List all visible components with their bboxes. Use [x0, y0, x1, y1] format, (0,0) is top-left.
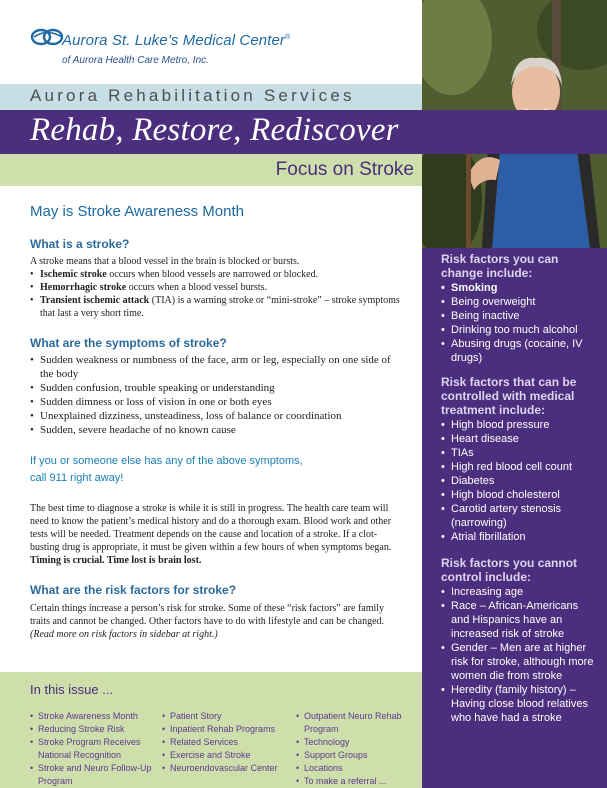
sidebar-cannot-list	[441, 585, 599, 725]
list-item: • Atrial fibrillation	[441, 530, 599, 544]
issue-link[interactable]: • Stroke Awareness Month	[30, 710, 162, 723]
list-item: • Increasing age	[441, 585, 599, 599]
issue-link[interactable]: • Locations	[296, 762, 406, 775]
list-item: • Race – African-Americans and Hispanics have an increased risk of stroke	[441, 599, 599, 641]
diagnosis-paragraph: The best time to diagnose a stroke is while it is still in progress. The health care team will need to know the patient’s medical history and do a thorough exam. Blood work and other tests will be needed. Treatment depends on the cause and location of a stroke. If a clot-busting drug is appropriate, it must be given within a few hours of when symptoms began. Timing is crucial. Time lost is brain lost.	[30, 503, 392, 566]
list-item: • TIAs	[441, 446, 599, 460]
sidebar-change-heading: Risk factors you can change include:	[441, 252, 559, 280]
issue-link[interactable]: • Outpatient Neuro Rehab Program	[296, 710, 406, 736]
issue-link[interactable]: • Stroke Program Receives National Recognition	[30, 736, 162, 762]
issue-link[interactable]: • Support Groups	[296, 749, 406, 762]
symptoms-list	[30, 353, 405, 437]
list-item: • Gender – Men are at higher risk for stroke, although more women die from stroke	[441, 641, 599, 683]
list-item: • High blood cholesterol	[441, 488, 599, 502]
list-item: • Being inactive	[441, 309, 599, 323]
list-item: • Drinking too much alcohol	[441, 323, 599, 337]
what-is-stroke-intro: A stroke means that a blood vessel in the brain is blocked or bursts.	[30, 256, 300, 267]
issue-column-1	[30, 710, 162, 788]
issue-link[interactable]: • Stroke and Neuro Follow-Up Program	[30, 762, 162, 788]
issue-link[interactable]: • Exercise and Stroke	[162, 749, 296, 762]
focus-title: Focus on Stroke	[275, 159, 414, 180]
article-title: May is Stroke Awareness Month	[30, 203, 244, 220]
risk-factors-heading: What are the risk factors for stroke?	[30, 583, 237, 597]
list-item: • Sudden dimness or loss of vision in one or both eyes	[30, 395, 405, 409]
org-name: Aurora St. Luke’s Medical Center®	[62, 32, 291, 49]
list-item: • Heredity (family history) – Having close blood relatives who have had a stroke	[441, 683, 599, 725]
list-item: • Sudden confusion, trouble speaking or understanding	[30, 381, 405, 395]
symptoms-heading: What are the symptoms of stroke?	[30, 336, 227, 350]
sidebar-cannot-heading: Risk factors you cannot control include:	[441, 556, 578, 584]
issue-link[interactable]: • Inpatient Rehab Programs	[162, 723, 296, 736]
sidebar-medical-list	[441, 418, 599, 544]
list-item: • High red blood cell count	[441, 460, 599, 474]
list-item: • Unexplained dizziness, unsteadiness, loss of balance or coordination	[30, 409, 405, 423]
in-this-issue-title: In this issue ...	[30, 682, 114, 697]
rehab-services-title: Aurora Rehabilitation Services	[30, 86, 355, 105]
newsletter-tagline: Rehab, Restore, Rediscover	[30, 112, 399, 148]
issue-column-2	[162, 710, 296, 788]
risk-factors-paragraph: Certain things increase a person’s risk for stroke. Some of these “risk factors” are family traits and cannot be changed. Other factors have to do with lifestyle and can be changed. (Read more on risk factors in sidebar at right.)	[30, 603, 385, 640]
issue-link[interactable]: • To make a referral ...	[296, 775, 406, 788]
list-item: • Diabetes	[441, 474, 599, 488]
issue-column-3	[296, 710, 406, 788]
list-item: • Abusing drugs (cocaine, IV drugs)	[441, 337, 599, 365]
emergency-callout: If you or someone else has any of the above symptoms, call 911 right away!	[30, 455, 303, 484]
issue-link[interactable]: • Related Services	[162, 736, 296, 749]
list-item: • Hemorrhagic stroke occurs when a blood vessel bursts.	[30, 281, 405, 294]
list-item: • Ischemic stroke occurs when blood vessels are narrowed or blocked.	[30, 268, 405, 281]
issue-link[interactable]: • Neuroendovascular Center	[162, 762, 296, 775]
list-item: • Sudden, severe headache of no known cause	[30, 423, 405, 437]
main-article	[30, 203, 405, 641]
list-item: • Sudden weakness or numbness of the face, arm or leg, especially on one side of the body	[30, 353, 405, 381]
in-this-issue-box	[0, 672, 422, 788]
what-is-stroke-heading: What is a stroke?	[30, 237, 130, 251]
issue-link[interactable]: • Reducing Stroke Risk	[30, 723, 162, 736]
list-item: • Being overweight	[441, 295, 599, 309]
aurora-logo-icon	[30, 26, 66, 48]
list-item: • Heart disease	[441, 432, 599, 446]
list-item: • High blood pressure	[441, 418, 599, 432]
risk-factors-sidebar	[422, 248, 607, 788]
sidebar-medical-heading: Risk factors that can be controlled with medical treatment include:	[441, 375, 577, 417]
issue-link[interactable]: • Patient Story	[162, 710, 296, 723]
org-subtitle: of Aurora Health Care Metro, Inc.	[62, 55, 209, 66]
issue-link[interactable]: • Technology	[296, 736, 406, 749]
sidebar-change-list	[441, 281, 599, 365]
list-item: • Carotid artery stenosis (narrowing)	[441, 502, 599, 530]
stroke-types-list	[30, 268, 405, 320]
list-item: • Smoking	[441, 281, 599, 295]
list-item: • Transient ischemic attack (TIA) is a warning stroke or “mini-stroke” – stroke symptoms that last a very short time.	[30, 294, 405, 320]
